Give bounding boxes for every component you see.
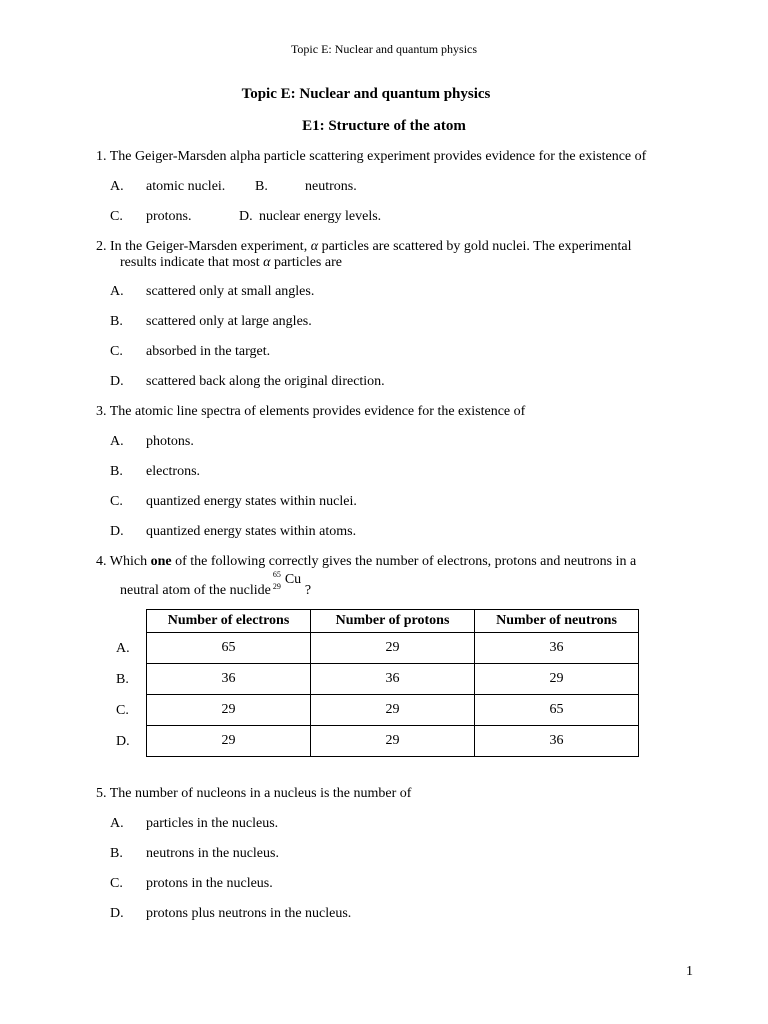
table-row: [147, 726, 639, 757]
q3-option-a-letter: A.: [110, 434, 124, 449]
question-2-line-1: [96, 239, 632, 255]
column-header: Number of protons: [311, 610, 475, 633]
q1-option-c-letter: C.: [110, 209, 123, 224]
q2-option-a: scattered only at small angles.: [146, 284, 315, 299]
q5-option-c: protons in the nucleus.: [146, 876, 273, 891]
q5-option-b: neutrons in the nucleus.: [146, 846, 279, 861]
q5-option-a-letter: A.: [110, 816, 124, 831]
table-cell: 29: [147, 695, 311, 726]
q4-row-a-label: A.: [116, 641, 130, 656]
table-cell: 29: [147, 726, 311, 757]
q3-option-b: electrons.: [146, 464, 201, 479]
q1-option-b-letter: B.: [255, 179, 268, 194]
q1-option-a-letter: A.: [110, 179, 124, 194]
q5-option-c-letter: C.: [110, 876, 123, 891]
q4-row-b-label: B.: [116, 672, 129, 687]
table-cell: 29: [475, 664, 639, 695]
table-cell: 36: [475, 726, 639, 757]
question-1-text: 1. The Geiger-Marsden alpha particle scattering experiment provides evidence for the existence of: [96, 149, 647, 164]
nuclide-symbol: [272, 570, 305, 596]
element-symbol: Cu: [284, 572, 302, 587]
column-header: Number of electrons: [147, 610, 311, 633]
atomic-number: 29: [272, 582, 281, 591]
q1-option-b: neutrons.: [305, 179, 357, 194]
table-cell: 29: [311, 726, 475, 757]
q2-option-a-letter: A.: [110, 284, 124, 299]
q2-line2-pre: results indicate that most: [120, 255, 264, 270]
q4-line2-post: ?: [304, 583, 312, 598]
table-row: [147, 633, 639, 664]
q3-option-c-letter: C.: [110, 494, 123, 509]
table-cell: 36: [475, 633, 639, 664]
q4-line1-post: of the following correctly gives the number of electrons, protons and neutrons in a: [171, 554, 637, 569]
table-header-row: [147, 610, 639, 633]
q2-line1-pre: 2. In the Geiger-Marsden experiment,: [96, 239, 311, 254]
q3-option-a: photons.: [146, 434, 194, 449]
q5-option-a: particles in the nucleus.: [146, 816, 279, 831]
q4-line1-pre: 4. Which: [96, 554, 151, 569]
q3-option-b-letter: B.: [110, 464, 123, 479]
table-cell: 36: [147, 664, 311, 695]
q5-option-d-letter: D.: [110, 906, 124, 921]
q2-line1-post: particles are scattered by gold nuclei. The experimental: [318, 239, 632, 254]
q2-line2-post: particles are: [270, 255, 342, 270]
q1-option-d: nuclear energy levels.: [259, 209, 382, 224]
question-4-line-2: [120, 570, 312, 599]
q2-option-d-letter: D.: [110, 374, 124, 389]
page-header: Topic E: Nuclear and quantum physics: [290, 42, 478, 56]
table-cell: 65: [147, 633, 311, 664]
q3-option-d-letter: D.: [110, 524, 124, 539]
question-2-line-2: [120, 255, 342, 271]
q1-option-a: atomic nuclei.: [146, 179, 226, 194]
q5-option-b-letter: B.: [110, 846, 123, 861]
q2-option-b: scattered only at large angles.: [146, 314, 312, 329]
question-4-line-1: [96, 554, 636, 570]
question-5-text: 5. The number of nucleons in a nucleus is the number of: [96, 786, 412, 801]
q2-option-c-letter: C.: [110, 344, 123, 359]
question-3-text: 3. The atomic line spectra of elements provides evidence for the existence of: [96, 404, 526, 419]
q4-row-c-label: C.: [116, 703, 129, 718]
q3-option-c: quantized energy states within nuclei.: [146, 494, 357, 509]
page-title: Topic E: Nuclear and quantum physics: [241, 86, 491, 102]
table-cell: 36: [311, 664, 475, 695]
q4-row-d-label: D.: [116, 734, 130, 749]
table-cell: 29: [311, 695, 475, 726]
column-header: Number of neutrons: [475, 610, 639, 633]
mass-number: 65: [272, 570, 281, 579]
q4-line2-pre: neutral atom of the nuclide: [120, 583, 271, 598]
q5-option-d: protons plus neutrons in the nucleus.: [146, 906, 352, 921]
q4-emphasis: one: [150, 554, 172, 569]
q3-option-d: quantized energy states within atoms.: [146, 524, 357, 539]
q2-option-d: scattered back along the original direction.: [146, 374, 385, 389]
nuclide-answer-table: [146, 609, 639, 757]
q1-option-c: protons.: [146, 209, 192, 224]
q2-option-c: absorbed in the target.: [146, 344, 271, 359]
table-row: [147, 695, 639, 726]
table-cell: 29: [311, 633, 475, 664]
section-title: E1: Structure of the atom: [302, 118, 466, 134]
q1-option-d-letter: D.: [239, 209, 253, 224]
table-cell: 65: [475, 695, 639, 726]
q2-option-b-letter: B.: [110, 314, 123, 329]
table-row: [147, 664, 639, 695]
alpha-symbol: α: [310, 239, 319, 254]
page-number: 1: [686, 964, 693, 979]
alpha-symbol: α: [263, 255, 271, 270]
